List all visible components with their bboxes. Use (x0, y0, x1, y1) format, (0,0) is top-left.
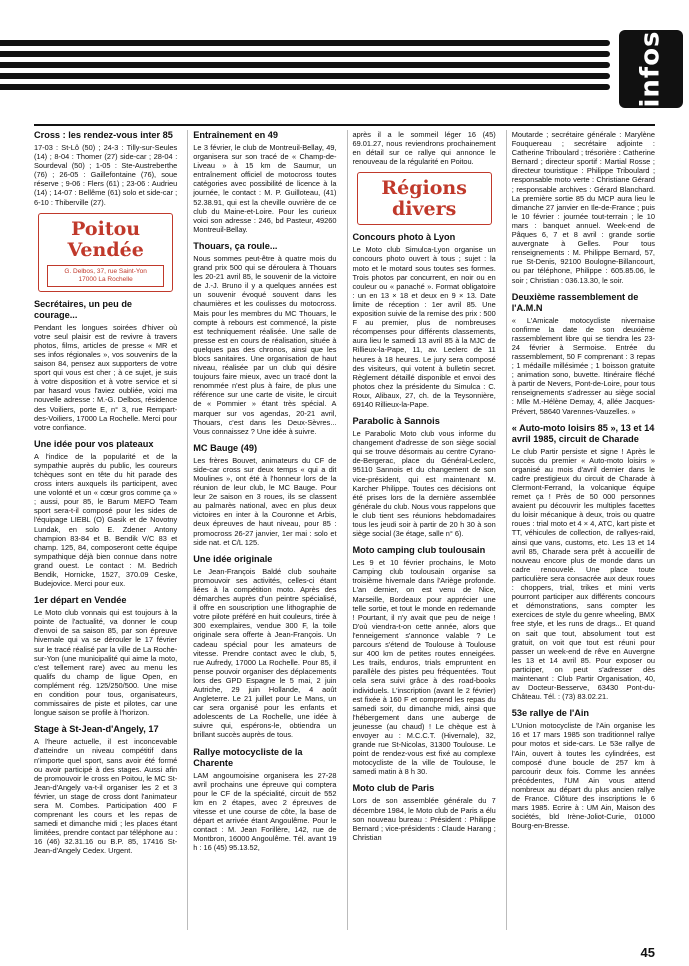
article-text: Les 9 et 10 février prochains, le Moto Camping club toulousain organise sa troisième hivernale dans l'Ariège profonde. L'an dernier, on est venu de Nice, Marseille, Bordeaux pour apprécier une telle sortie, et tout le monde en redemande ! Pourtant, il n'y avait que peu de neige ! D'où viendra-t-on cette année, alors que l'enneigement s'annonce valable ? Le parcours s'étend de Toulouse à Toulouse sur 400 km de petites routes enneigées. Les trails, enduros, trials empruntent en parallèle des pistes peu fréquentées. Tout cela sera suivi grâce à des road-books individuels. L'inscription (avant le 2 février) est fixée à 160 F et comprend les repas du samedi soir, du dimanche midi, ainsi que l'hébergement dans une auberge de jeunesse (au chaud) ! Le chèque est à envoyer au : M.C.C.T. (Hivernale), 32, grande rue St-Nicolas, 31300 Toulouse. Le point de rendez-vous est fixé au complexe motocycliste de la ville de Toulouse, le samedi matin à 8 h 30. (352, 558, 496, 777)
article-text: A l'heure actuelle, il est inconcevable d'atteindre un niveau compétitif dans n'importe quel sport, sans avoir été formé ou avoir participé à des stages. Aussi afin de promouvoir le cross en Poitou, le MC St-Jean-d'Angely va-t-il organiser les 2 et 3 février, un stage de cross dont l'animateur sera M. Combes. Participation 400 F comprenant les cours et les repas de samedi et dimanche midi ; les places étant limitées, prendre contact par téléphone au : 16 (46) 32.31.16 ou B.P. 85, 17416 St-Jean-d'Angely Cedex. Urgent. (34, 737, 178, 856)
article-title: Deuxième rassemblement de l'A.M.N (511, 291, 639, 313)
article-text: LAM angoumoisine organisera les 27-28 avril prochains une épreuve qui comptera pour le CF de la spécialité, circuit de 552 km en 2 étapes, avec 2 épreuves de vitesse et une course de côte, la base de départ et arrivée étant Angoulême. Pour le contact : M. Jean Forillère, 142, rue de Montbron, 16000 Angoulême. Tél. avant 19 h : 16 (45) 95.13.52, (193, 770, 337, 853)
article-title: « Auto-moto loisirs 85 », 13 et 14 avril 1985, circuit de Charade (511, 422, 655, 444)
region-box-divers (357, 172, 492, 225)
section-badge (619, 30, 683, 108)
region-title-line2: Vendée (67, 238, 144, 261)
article-text: Le club Partir persiste et signe ! Après le succès du premier « Auto-moto loisirs » organisé au mois d'avril dernier dans le cadre prestigieux du circuit de Charade à Clermont-Ferrand, la volcanique équipe remet ça ! Près de 50 000 personnes avaient pu découvrir les multiples facettes du loisir mécanique à deux, trois ou quatre roues : trial moto et 4 × 4, ATC, kart piste et TT, véhicules de collection, de rallyes-raid, ainsi que vans, customs, etc. Les 13 et 14 avril 85, Charade sera prêt à accueillir de nouveau encore plus de monde dans un cadre renouvelé. Une place toute particulière sera consacrée aux deux roues : choppers, trial, trikes et mini verts pourront participer aux différents concours et démonstrations, sans compter les exercices de style du genre wheeling, BMX free style, et les runs de drags... Et quand on sait que tout, absolument tout est gratuit, on voit que tout est réuni pour passer un week-end de rêve en Auvergne les 13 et 14 avril 85. Pour exposer ou participer, on peut s'adresser dès maintenant : Club Partir Organisation, 40, av Docteur-Besserve, 63430 Pont-du-Château. Tél. : (73) 83.02.21. (511, 446, 655, 702)
article-title: Entraînement en 49 (193, 130, 279, 140)
article-title: Une idée pour vos plateaux (34, 438, 154, 449)
article-text: Lors de son assemblée générale du 7 décembre 1984, le Moto club de Paris a élu son nouveau bureau : Président : Philippe Bernard ; vice-présidents : Claude Harang ; Christian (352, 796, 496, 842)
article-text: Le Parabolic Moto club vous informe du changement d'adresse de son siège social qui se trouve désormais au centre Cyrano-de-Bergerac, place du Général-Leclerc, 95110 Sannois et du changement de son vice-président, qui est maintenant M. Karcher Philippe. Toutes ces décisions ont été prises lors de la dernière assemblée générale du club. Nous vous rappelons que le club tient ses réunions hebdomadaires tous les jeudi soir à partir de 20 h 30 à son siège social (3e étage, salle n° 6). (352, 429, 496, 539)
region-box-poitou (38, 213, 173, 292)
article-text: L'Union motocycliste de l'Ain organise les 16 et 17 mars 1985 son traditionnel rallye pour motos et side-cars. Le 53e rallye de l'Ain, ouvert à toutes les cylindrées, est composé d'une boucle de 257 km à parcourir deux fois. Comme les années précédentes, l'UM Ain vous attend nombreux au départ du plus ancien rallye de France. Clôture des inscriptions le 6 mars 1985. Ecrire à : UM Ain, Maison des sociétés, bld Irène-Joliot-Curie, 01000 Bourg-en-Bresse. (511, 721, 655, 831)
article-text: Pendant les longues soirées d'hiver où votre seul plaisir est de revivre à travers photos, films, articles de presse « MR et ses infos régionales », vos souvenirs de la saison 84, pensez aux supporters de votre sport qui vous est cher ; à ce sujet, je suis à votre disposition et à votre service et si par hasard vous l'aviez oubliée, voici ma nouvelle adresse : M.-G. Delbos, résidence des Voiliers, porte E, n° 3, rue Rempart-des-Voiliers, 17000 La Rochelle. Merci pour votre confiance. (34, 322, 178, 432)
article-columns (34, 130, 655, 930)
header-stripes (0, 40, 610, 95)
article-title: Parabolic à Sannois (352, 416, 440, 427)
article-text: Les frères Bouvet, animateurs du CF de side-car cross sur deux temps « qui a dit Moulines », ont été à l'honneur lors de la réunion de leur club, le MC Bauge. Pour leur 2e saison en 3 roues, ils se classent au palmarès national, avec en plus deux victoires en inter à la Couronne et Arbis, deux épreuves de haut niveau, pour 85 : promocross 26-27 janvier, 1er mai : solo et side nat. et C/L 125. (193, 455, 337, 547)
article-title: 53e rallye de l'Ain (511, 708, 590, 719)
article-title: MC Bauge (49) (193, 442, 258, 453)
article-title: Concours photo à Lyon (352, 232, 456, 243)
article-title: Une idée originale (193, 553, 273, 564)
article-title: Cross : les rendez-vous inter 85 (34, 130, 173, 140)
section-label: infos (636, 30, 667, 108)
article-text: Nous sommes peut-être à quatre mois du grand prix 500 qui se déroulera à Thouars les 20-21 avril 85, le souvenir de la victoire de J.-J. Bruno il y a quelques années est un souvenir évoqué souvent dans les chaumières et les coulisses du motocross. Mais pour les membres du MC Thouars, le compte à rebours est commencé, la piste est techniquement réalisée. Une salle de presse est en cours de réalisation, située à quelques pas des chronos, ainsi que les blocs sanitaires. Une organisation de haut niveau, réalisée par un club qui désire toujours faire mieux, avec un tracé dont la renommée n'est plus à faire, de plus une référence sur une carte de visite, le circuit de « Pommier » étant très spécial. A marquer sur vos agendas, 20-21 avril, Thouars, c'est dans les Deux-Sèvres... Vous connaissez ? Une idée à suivre. (193, 253, 337, 436)
article-text: A l'indice de la popularité et de la sympathie auprès du public, les coureurs tchèques sont en tête du hit parade des cross inters auxquels ils participent, avec une volonté et un « cœur gros comme ça » ; aussi, pour 85, le Barum MEFO Team sport sera-t-il composé pour les sides de l'équipage LIEBL (O) Gasik et de Novotny Lundak, en solo E. Zdener Antony champion 83-84 et B. Bendik V/C 83 et champ. 125, 84, composeront cette équipe sympathique déjà bien connue dans notre grand ouest. Le contact : M. Bedrich Bendik, Hornicke, 1527, 370.09 Ceske, Budejovice. Merci pour eux. (34, 451, 178, 589)
article-text: 17-03 : St-Lô (50) ; 24-3 : Tilly-sur-Seules (14) ; 8-04 : Thomer (27) side-car ; 28-04 : Sourdeval (50) ; 1-05 : Ste-Austreberthe (76) ; 26-05 : Gaillefontaine (76), soue réserve ; 9-06 : Flers (61) ; 23-06 : Audrieu (14) ; 14-07 : Bellême (61) solo et side-car ; 6-10 : Thiberville (27). (34, 143, 178, 207)
column-2 (187, 130, 336, 930)
region-address-line2: 17000 La Rochelle (78, 275, 133, 283)
page-header (0, 0, 689, 120)
article-title: Stage à St-Jean-d'Angely, 17 (34, 724, 159, 735)
article-title: Secrétaires, un peu de courage... (34, 298, 133, 320)
region-title-line1: Poitou (71, 217, 141, 240)
article-text: Le 3 février, le club de Montreuil-Bellay, 49, organisera sur son tracé de « Champ-de-Liveau » à 15 km de Saumur, un entraînement officiel de motocross toutes catégories avec possibilité de licence à la journée, le contact : M. P. Guilloteau, (41) 52.38.91, qui est la cheville ouvrière de ce club du Maine-et-Loire. Pour les curieux voici son adresse : 246, bd Pasteur, 49260 Montreuil-Bellay. (193, 143, 337, 234)
page-number: 45 (640, 945, 655, 960)
column-4 (506, 130, 655, 930)
article-text: Le Moto club vonnais qui est toujours à la pointe de l'actualité, va donner le coup d'envoi de sa saison 85, par son épreuve hivernale qui va se dérouler le 17 février sur le tracé réalisé par la ville de La Roche-sur-Yon (une municipalité qui aime la moto, c'est tellement rare) avec au menu les qualifs du champ de ligue Open, en complément rég. 125/250/500. Une mise en condition pour tous, organisateurs, commissaires de piste et pilotes, car une longue saison se profile à l'horizon. (34, 608, 178, 718)
article-text: Moutarde ; secrétaire générale : Marylène Fouquereau ; secrétaire adjointe : Catherine Triboulard ; trésorière : Catherine Bernard ; directeur sportif : Martial Rosse ; directeur touristique : Philippe Triboulard ; responsable moto verte : Christiane Gérard ; responsable archives : Gérard Blanchard. La première sortie 85 du MCP aura lieu le dimanche 27 janvier en Ile-de-France ; puis le 10 février : journée tout-terrain ; le 10 mars : banquet annuel. Week-end de Pâques 6, 7 et 8 avril : grande sortie auvergnate à Gelles. Pour tous renseignements : M. Philippe Bernard, 57, rue St-Denis, 92100 Boulogne-Billancourt, ou par téléphone, Philippe : 605.85.06, le soir ; Christian : 036.13.30, le soir. (511, 130, 655, 285)
region-title-line1: Régions (381, 177, 467, 200)
article-text: « L'Amicale motocycliste nivernaise confirme la date de son deuxième rassemblement libre qui se tiendra les 23-24 février à Sermoise. Entrée du rassemblement, 50 F comprenant : 3 repas ; 1 médaille millésimée ; 1 boisson gratuite ; animation sono, buvette. Itinéraire fléché à partir de Nevers, Pont-de-Loire, pour tous renseignements s'adresser au siège social : Mlle M.-Hélène Demay, 4, allée Jacques-Prévert, 58640 Varennes-Vauzelles. » (511, 315, 655, 416)
article-title: Rallye motocycliste de la Charente (193, 746, 303, 768)
article-text: Le Jean-François Baldé club souhaite promouvoir ses activités, celles-ci étant liées à la compétition moto. Après des démarches auprès d'un peintre spécialisé, il offre en souscription une lithographie de votre pilote préféré en huit couleurs, tirée à 300 exemplaires, vendue 300 F, la toile originale sera offerte à Jean-François. Un cadeau spécial pour les amateurs de vitesse. Prendre contact avec le club, 5, rue Aufredy, 17000 La Rochelle. Pour 85, il pense pouvoir organiser des déplacements lors des GPD Espagne le 5 mai, 2 juin Autriche, 29 juin Hollande, 4 août Angleterre. Le 21 juillet pour Le Mans, un car sera organisé pour les enfants et adolescents de La Rochelle, une idée à suivre qui, espérons-le, obtiendra un brillant succès auprès de tous. (193, 566, 337, 740)
article-text: Le Moto club Simulca-Lyon organise un concours photo ouvert à tous ; sujet : la moto et le motard sous toutes ses formes. Trois photos par concurrent, en noir ou en couleur ou « panaché ». Format obligatoire : un en 13 × 18 et deux en 9 × 13. Date limite de réception : 1er avril 85. Une exposition suivie de la remise des prix : 500 F au premier, plus de nombreuses récompenses pour différents classements, aura lieu le samedi 13 avril 85 à la MJC de Rillieux-la-Pape, 11, av. Leclerc de 11 heures à 18 heures. Le jury sera composé des visiteurs, qui votent à bulletin secret. Règlement détaillé disponible et envoi des photos chez la présidente du Simulca : C. Roux, Alibaux, 27, ch. de la Teysonnière, 69140 Rillieux-la-Pape. (352, 245, 496, 409)
region-title-line2: divers (391, 198, 457, 221)
article-text: après il a le sommeil léger 16 (45) 69.01.27, nous reviendrons prochainement en détail sur ce rallye qui annonce le renouveau de la régularité en Poitou. (352, 130, 496, 167)
article-title: Thouars, ça roule... (193, 240, 278, 251)
column-3 (347, 130, 496, 930)
region-address-line1: G. Delbos, 37, rue Saint-Yon (64, 267, 147, 275)
region-address (47, 265, 164, 287)
article-title: Moto camping club toulousain (352, 545, 486, 556)
column-1 (34, 130, 177, 930)
article-title: 1er départ en Vendée (34, 595, 127, 606)
article-title: Moto club de Paris (352, 783, 435, 794)
